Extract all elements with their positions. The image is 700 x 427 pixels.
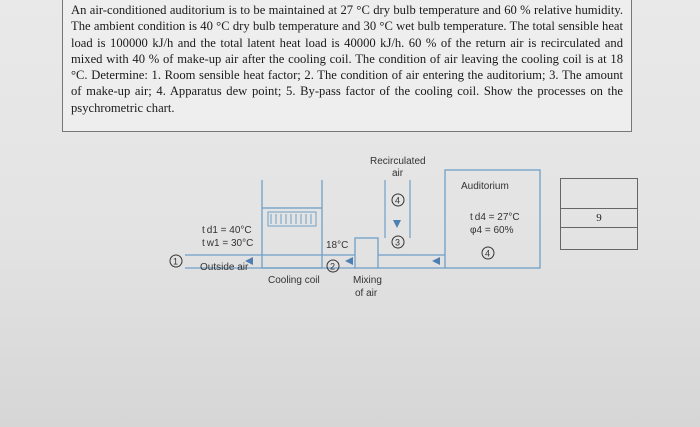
state-2-label: 2 [330,261,336,272]
flow-arrow-3 [432,257,440,265]
recirculated-label-2: air [392,168,404,179]
outside-air-label: Outside air [200,262,249,273]
recirc-arrow [393,220,401,228]
auditorium-label: Auditorium [461,181,509,192]
auditorium-db: t d4 = 27°C [470,212,520,223]
state-3-label: 3 [395,237,401,248]
marks-box [560,178,638,250]
cooling-coil-label: Cooling coil [268,275,320,286]
state-4-aud-label: 4 [485,248,491,259]
state-4-recirc-label: 4 [395,195,401,206]
auditorium-rh: φ4 = 60% [470,225,514,236]
recirculated-label: Recirculated [370,156,426,167]
mixing-label-2: of air [355,288,378,299]
question-text: An air-conditioned auditorium is to be maintained at 27 °C dry bulb temperature and 60 % relative humidity. The ambient condition is 40 °C dry bulb temperature and 30 °C wet bulb temperature. The total sensible heat load is 100000 kJ/h and the total latent heat load is 40000 kJ/h. 60 % of the return air is recirculated and mixed with 40 % of make-up air after the cooling coil. The condition of air leaving the cooling coil is at 18 °C. Determine: 1. Room sensible heat factor; 2. The condition of air entering the auditorium; 3. The amount of make-up air; 4. Apparatus dew point; 5. By-pass factor of the cooling coil. Show the processes on the psychrometric chart. [71,3,623,115]
outside-wb: t w1 = 30°C [202,238,254,249]
mixing-box [355,238,378,268]
state-1-label: 1 [173,256,179,267]
flow-arrow-2 [345,257,353,265]
outside-db: t d1 = 40°C [202,225,252,236]
mixing-label: Mixing [353,275,382,286]
coil-out-temp: 18°C [326,240,349,251]
marks-value: 9 [561,208,637,228]
recirculated-duct [385,180,410,238]
